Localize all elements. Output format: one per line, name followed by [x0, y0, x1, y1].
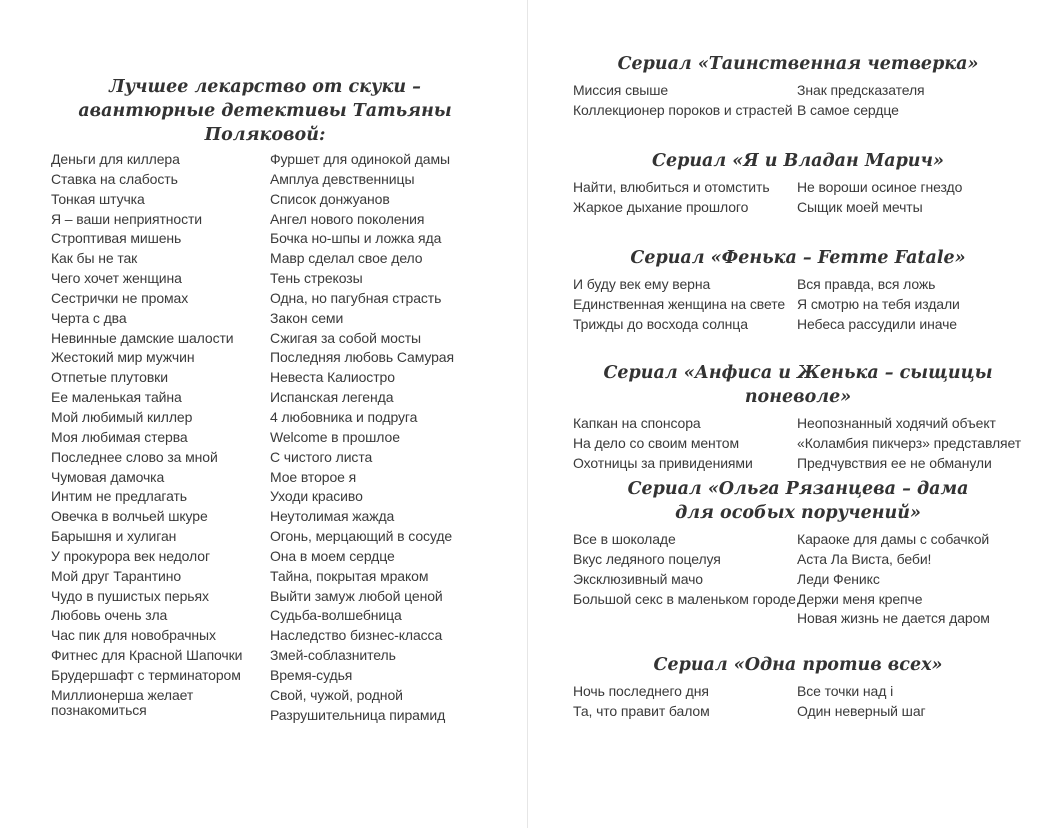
- book-title: Список донжуанов: [270, 190, 390, 207]
- book-title: Черта с два: [51, 309, 127, 326]
- book-title: Неопознанный ходячий объект: [797, 415, 996, 431]
- book-title: Интим не предлагать: [51, 488, 188, 505]
- book-title: Тайна, покрытая мраком: [270, 567, 429, 584]
- book-title: Неутолимая жажда: [270, 508, 395, 525]
- book-title: Свой, чужой, родной: [270, 686, 403, 703]
- series-title: Сериал «Фенька – Femme Fatale»: [630, 248, 966, 268]
- book-title: И буду век ему верна: [573, 276, 711, 292]
- book-title: Жаркое дыхание прошлого: [573, 198, 749, 215]
- left-page-title: [20, 75, 510, 147]
- book-title: Испанская легенда: [270, 389, 394, 406]
- book-title: В самое сердце: [797, 101, 899, 118]
- series-block: [573, 653, 1023, 722]
- book-title: Все точки над i: [797, 683, 894, 699]
- book-title: Ставка на слабость: [51, 170, 178, 187]
- book-title: Та, что правит балом: [573, 702, 710, 719]
- book-title: Трижды до восхода солнца: [573, 315, 748, 332]
- book-title: Эксклюзивный мачо: [573, 570, 703, 587]
- book-title: Welcome в прошлое: [270, 428, 400, 445]
- book-title: Выйти замуж любой ценой: [270, 587, 443, 604]
- series-col-1: [573, 682, 797, 722]
- book-title: Бочка но-шпы и ложка яда: [270, 230, 442, 247]
- book-title: Овечка в волчьей шкуре: [51, 508, 208, 525]
- series-col-2: [797, 682, 1023, 722]
- book-title: Как бы не так: [51, 250, 138, 267]
- book-title: Одна, но пагубная страсть: [270, 289, 442, 306]
- book-title: Я смотрю на тебя издали: [797, 295, 960, 312]
- series-col-1: [573, 414, 797, 474]
- book-title: Аста Ла Виста, беби!: [797, 550, 932, 567]
- book-title: 4 любовника и подруга: [270, 408, 418, 425]
- series-col-1: [573, 81, 797, 121]
- book-title: Миллионерша желает познакомиться: [51, 686, 194, 719]
- book-title: Сжигая за собой мосты: [270, 329, 421, 346]
- book-title: Змей-соблазнитель: [270, 647, 396, 664]
- book-title: Моя любимая стерва: [51, 428, 188, 445]
- book-title: Один неверный шаг: [797, 702, 926, 719]
- series-title: [573, 477, 1023, 525]
- book-title: Единственная женщина на свете: [573, 295, 786, 312]
- series-col-2: [797, 275, 1023, 335]
- book-title: Амплуа девственницы: [270, 170, 415, 187]
- book-title: Ангел нового поколения: [270, 210, 425, 227]
- title-line-2: авантюрные детективы Татьяны Поляковой:: [78, 101, 452, 145]
- book-title: Уходи красиво: [270, 488, 363, 505]
- book-list-col-1: [51, 150, 270, 725]
- book-title: Наследство бизнес-класса: [270, 627, 443, 644]
- series-col-1: [573, 178, 797, 218]
- series-title-line-1: Сериал «Ольга Рязанцева – дама: [627, 479, 969, 499]
- book-title: Судьба-волшебница: [270, 607, 402, 624]
- book-title: Чего хочет женщина: [51, 270, 182, 287]
- series-title: Сериал «Таинственная четверка»: [617, 54, 979, 74]
- series-title-line-2: для особых поручений»: [675, 503, 921, 523]
- book-title: Последнее слово за мной: [51, 448, 218, 465]
- book-title: Мой любимый киллер: [51, 408, 193, 425]
- series-col-2: [797, 414, 1023, 474]
- book-title: Большой секс в маленьком городе: [573, 590, 796, 607]
- book-title: Вкус ледяного поцелуя: [573, 550, 721, 567]
- book-title: С чистого листа: [270, 448, 373, 465]
- series-block: [573, 361, 1023, 474]
- book-title: Миссия свыше: [573, 82, 669, 98]
- book-title: Найти, влюбиться и отомстить: [573, 179, 770, 195]
- series-col-2: [797, 178, 1023, 218]
- book-title: Чудо в пушистых перьях: [51, 587, 209, 604]
- book-title: Ее маленькая тайна: [51, 389, 182, 406]
- series-block: [573, 477, 1023, 629]
- book-list-col-2: [270, 150, 500, 725]
- book-title: Фитнес для Красной Шапочки: [51, 647, 243, 664]
- book-title: Не вороши осиное гнездо: [797, 179, 963, 195]
- book-title: Предчувствия ее не обманули: [797, 454, 992, 471]
- book-title: Небеса рассудили иначе: [797, 315, 957, 332]
- title-line-1: Лучшее лекарство от скуки –: [109, 77, 421, 97]
- series-block: [573, 149, 1023, 218]
- book-title: Невинные дамские шалости: [51, 329, 234, 346]
- book-title: Отпетые плутовки: [51, 369, 168, 386]
- series-col-1: [573, 275, 797, 335]
- book-title: Тень стрекозы: [270, 270, 363, 287]
- book-title: Час пик для новобрачных: [51, 627, 216, 644]
- book-title: Сестрички не промах: [51, 289, 189, 306]
- series-col-2: [797, 530, 1023, 629]
- book-title: Коллекционер пороков и страстей: [573, 101, 793, 118]
- book-title: Мавр сделал свое дело: [270, 250, 423, 267]
- book-title: Деньги для киллера: [51, 151, 180, 167]
- book-title: Фуршет для одинокой дамы: [270, 151, 450, 167]
- book-title: Мой друг Тарантино: [51, 567, 182, 584]
- book-title: Я – ваши неприятности: [51, 210, 203, 227]
- book-title: Строптивая мишень: [51, 230, 182, 247]
- left-page: [0, 0, 527, 828]
- book-title: Леди Феникс: [797, 570, 880, 587]
- book-title: Капкан на спонсора: [573, 415, 701, 431]
- book-title: Все в шоколаде: [573, 531, 676, 547]
- book-title: Любовь очень зла: [51, 607, 168, 624]
- series-col-2: [797, 81, 1023, 121]
- book-title: Мое второе я: [270, 468, 357, 485]
- book-title: Жестокий мир мужчин: [51, 349, 195, 366]
- book-title: Закон семи: [270, 309, 344, 326]
- book-title: Брудершафт с терминатором: [51, 666, 241, 683]
- book-title: Разрушительница пирамид: [270, 706, 446, 723]
- series-title: Сериал «Одна против всех»: [653, 655, 943, 675]
- book-title: Караоке для дамы с собачкой: [797, 531, 990, 547]
- book-title: Время-судья: [270, 666, 353, 683]
- book-title: Держи меня крепче: [797, 590, 923, 607]
- book-title: Чумовая дамочка: [51, 468, 165, 485]
- book-title: Вся правда, вся ложь: [797, 276, 936, 292]
- series-col-1: [573, 530, 797, 629]
- book-title: Ночь последнего дня: [573, 683, 709, 699]
- series-block: [573, 52, 1023, 121]
- book-title: Барышня и хулиган: [51, 528, 177, 545]
- book-title: Тонкая штучка: [51, 190, 145, 207]
- right-page: [528, 0, 1060, 828]
- book-title: Сыщик моей мечты: [797, 198, 923, 215]
- book-title: Последняя любовь Самурая: [270, 349, 454, 366]
- book-list-columns: [51, 150, 500, 725]
- series-title: Сериал «Анфиса и Женька – сыщицы поневоле»: [603, 363, 993, 407]
- book-title: Она в моем сердце: [270, 547, 395, 564]
- book-title: У прокурора век недолог: [51, 547, 210, 564]
- series-title: Сериал «Я и Владан Марич»: [652, 151, 944, 171]
- book-title: Невеста Калиостро: [270, 369, 395, 386]
- series-block: [573, 246, 1023, 335]
- book-title: Огонь, мерцающий в сосуде: [270, 528, 453, 545]
- book-title: Знак предсказателя: [797, 82, 925, 98]
- book-title: Новая жизнь не дается даром: [797, 610, 990, 627]
- book-title: «Коламбия пикчерз» представляет: [797, 434, 1022, 451]
- book-title: Охотницы за привидениями: [573, 454, 753, 471]
- book-title: На дело со своим ментом: [573, 434, 740, 451]
